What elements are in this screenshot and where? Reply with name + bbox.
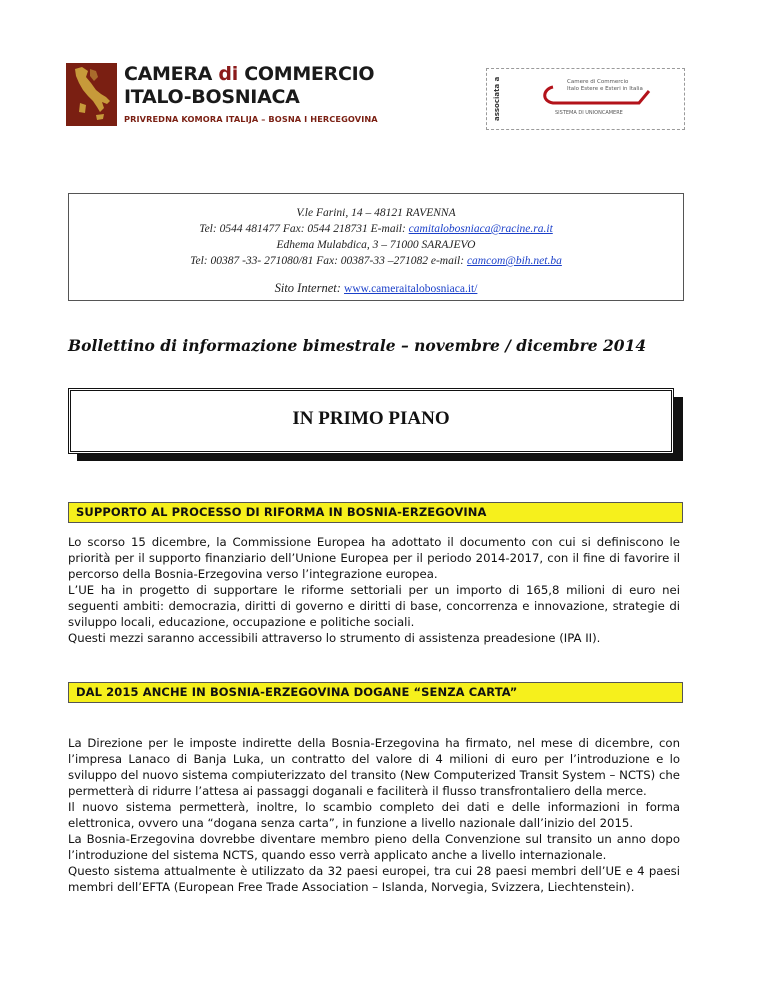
- section-heading-text: SUPPORTO AL PROCESSO DI RIFORMA IN BOSNIA-ERZEGOVINA: [76, 505, 487, 519]
- chamber-subtitle: PRIVREDNA KOMORA ITALIJA – BOSNA I HERCEGOVINA: [124, 114, 378, 124]
- address-ravenna: V.le Farini, 14 – 48121 RAVENNA: [296, 207, 456, 219]
- associated-logo-box: [486, 68, 685, 130]
- primo-piano-box: [68, 388, 674, 454]
- email-ravenna-link[interactable]: camitalobosniaca@racine.ra.it: [408, 223, 553, 235]
- website-line: Sito Internet: www.cameraitalobosniaca.it/: [274, 281, 478, 295]
- associated-line3: SISTEMA DI UNIONCAMERE: [555, 110, 623, 116]
- section-body-reform: Lo scorso 15 dicembre, la Commissione Europea ha adottato il documento con cui si definiscono le priorità per il supporto finanziario dell’Unione Europea per il periodo 2014-2017, con il fine di favorire il percorso della Bosnia-Erzegovina verso l’integrazione europea. L’UE ha in progetto di supportare le riforme settoriali per un importo di 165,8 milioni di euro nei seguenti ambiti: democrazia, diritti di governo e diritti di base, concorrenza e innovazione, strategie di sviluppo locali, educazione, occupazione e politiche sociali. Questi mezzi saranno accessibili attraverso lo strumento di assistenza preadesione (IPA II).: [68, 535, 680, 645]
- address-box: [68, 193, 684, 301]
- section-heading-reform: [68, 502, 683, 523]
- contact-ravenna: Tel: 0544 481477 Fax: 0544 218731 E-mail: camitalobosniaca@racine.ra.it: [199, 223, 553, 235]
- address-sarajevo: Edhema Mulabdica, 3 – 71000 SARAJEVO: [276, 239, 476, 251]
- email-sarajevo-link[interactable]: camcom@bih.net.ba: [466, 255, 562, 267]
- associated-line1: Camere di Commercio: [567, 79, 629, 85]
- chamber-logo-icon: [66, 63, 117, 126]
- section-heading-text: DAL 2015 ANCHE IN BOSNIA-ERZEGOVINA DOGANE “SENZA CARTA”: [76, 685, 518, 699]
- contact-sarajevo: Tel: 00387 -33- 271080/81 Fax: 00387-33 –271082 e-mail: camcom@bih.net.ba: [190, 255, 562, 267]
- section-body-customs: La Direzione per le imposte indirette della Bosnia-Erzegovina ha firmato, nel mese di dicembre, con l’impresa Lanaco di Banja Luka, un contratto del valore di 4 milioni di euro per l’introduzione e lo sviluppo del nuovo sistema compiuterizzato del transito (New Computerized Transit System – NCTS) che permetterà di ridurre l’attesa ai passaggi doganali e faciliterà il flusso transfrontaliero della merce. Il nuovo sistema permetterà, inoltre, lo scambio completo dei dati e delle informazioni in forma elettronica, ovvero una “dogana senza carta”, in funzione a livello nazionale dall’inizio del 2015. La Bosnia-Erzegovina dovrebbe diventare membro pieno della Convenzione sul transito un anno dopo l’introduzione del sistema NCTS, quando esso verrà applicato anche a livello internazionale. Questo sistema attualmente è utilizzato da 32 paesi europei, tra cui 28 paesi membri dell’UE e 4 paesi membri dell’EFTA (European Free Trade Association – Islanda, Norvegia, Svizzera, Liechtenstein).: [68, 736, 680, 894]
- website-link[interactable]: www.cameraitalobosniaca.it/: [344, 283, 478, 295]
- associated-label: associata a: [493, 76, 501, 122]
- bulletin-title: Bollettino di informazione bimestrale – novembre / dicembre 2014: [68, 336, 647, 355]
- primo-piano-title: IN PRIMO PIANO: [292, 408, 450, 429]
- associated-line2: Italo Estere e Esteri in Italia: [567, 86, 643, 92]
- section-heading-customs: [68, 682, 683, 703]
- chamber-name: CAMERA di COMMERCIO ITALO-BOSNIACA: [124, 63, 375, 108]
